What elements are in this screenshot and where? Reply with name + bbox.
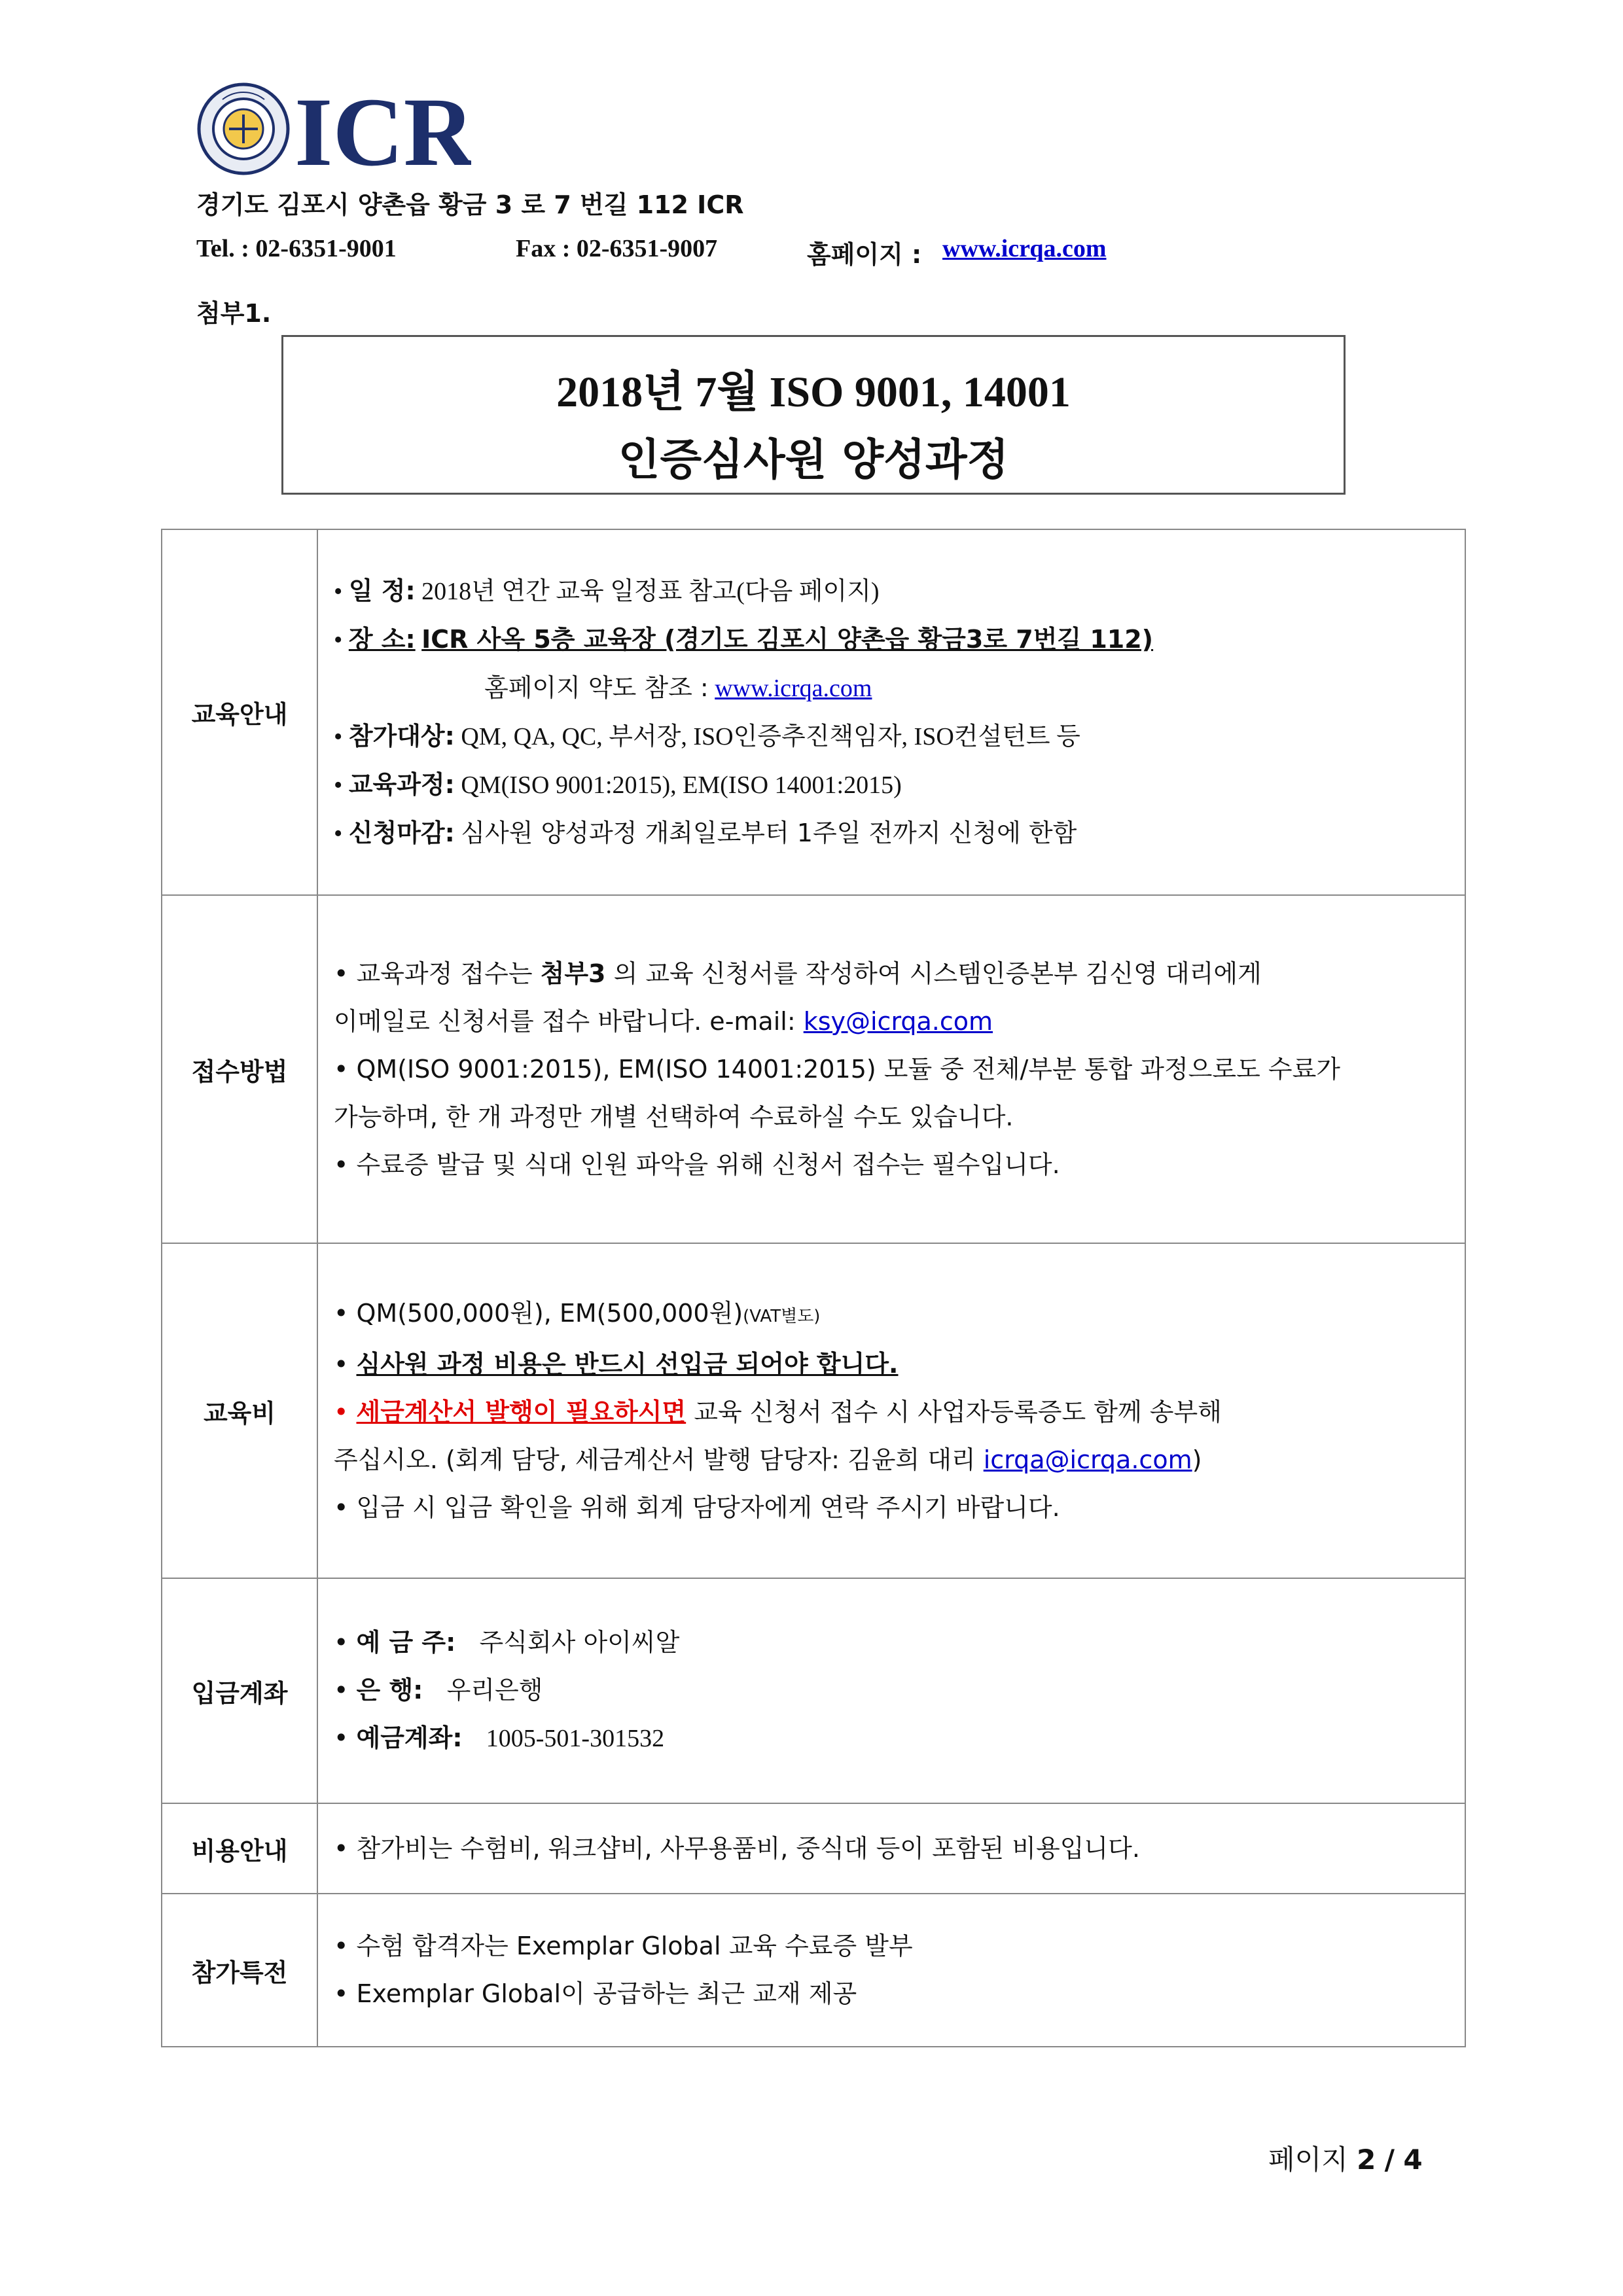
application-text: QM(ISO 9001:2015), EM(ISO 14001:2015) 모듈 중 전체/부분 통합 과정으로도 수료가 bbox=[356, 1054, 1341, 1084]
page-subtitle: 인증심사원 양성과정 bbox=[618, 434, 1009, 485]
table-row bbox=[162, 1803, 1465, 1894]
cost-text: 참가비는 수험비, 워크샵비, 사무용품비, 중식대 등이 포함된 비용입니다. bbox=[356, 1833, 1140, 1863]
map-reference: 홈페이지 약도 참조 : bbox=[484, 673, 709, 702]
invoice-text: 주십시오. (회계 담당, 세금계산서 발행 담당자: 김윤희 대리 bbox=[334, 1445, 984, 1474]
info-table bbox=[161, 529, 1466, 2047]
homepage-link[interactable]: www.icrqa.com bbox=[942, 235, 1107, 262]
course-value: QM(ISO 9001:2015), EM(ISO 14001:2015) bbox=[461, 771, 902, 799]
fax-number: Fax : 02-6351-9007 bbox=[516, 235, 718, 262]
benefit-item: Exemplar Global이 공급하는 최근 교재 제공 bbox=[356, 1979, 857, 2008]
page-label: 페이지 bbox=[1268, 2144, 1348, 2176]
page-number bbox=[1268, 2138, 1423, 2178]
cost-cell: • 참가비는 수험비, 워크샵비, 사무용품비, 중식대 등이 포함된 비용입니다. bbox=[317, 1803, 1465, 1894]
row-label-account: 입금계좌 bbox=[162, 1578, 317, 1803]
table-row bbox=[162, 895, 1465, 1243]
title-box bbox=[281, 335, 1346, 495]
prepay-notice: 심사원 과정 비용은 반드시 선입금 되어야 합니다. bbox=[356, 1350, 899, 1379]
row-label-fee: 교육비 bbox=[162, 1243, 317, 1578]
education-info-cell: • 일 정: 2018년 연간 교육 일정표 참고(다음 페이지) • 장 소: ICR 사옥 5층 교육장 (경기도 김포시 양촌읍 황금3로 7번길 112) 홈페이지 약도 참조 : www.icrqa.com • 참가대상: QM, QA, QC, 부서장, ISO인증추진책임자, ISO컨설턴트 등 • 교육과정: QM(ISO 9001:2015), EM(ISO 14001:2015) • 신청마감: 심사원 양성과정 개최일로부터 1주일 전까지 신청에 한함 bbox=[317, 529, 1465, 895]
attachment-label: 첨부1. bbox=[196, 299, 272, 328]
account-number-label: 예금계좌: bbox=[356, 1723, 463, 1752]
row-label-application: 접수방법 bbox=[162, 895, 317, 1243]
table-row bbox=[162, 529, 1465, 895]
course-label: 교육과정: bbox=[348, 769, 455, 799]
page-total: 4 bbox=[1403, 2144, 1423, 2176]
application-text: 수료증 발급 및 식대 인원 파악을 위해 신청서 접수는 필수입니다. bbox=[356, 1150, 1060, 1179]
invoice-alert: 세금계산서 발행이 필요하시면 bbox=[356, 1398, 687, 1426]
target-value: QM, QA, QC, 부서장, ISO인증추진책임자, ISO컨설턴트 등 bbox=[461, 722, 1080, 751]
schedule-label: 일 정: bbox=[348, 576, 416, 605]
account-cell: • 예 금 주: 주식회사 아이씨알 • 은 행: 우리은행 • 예금계좌: 1005-501-301532 bbox=[317, 1578, 1465, 1803]
application-email-link[interactable]: ksy@icrqa.com bbox=[803, 1006, 993, 1036]
vat-note: (VAT별도) bbox=[743, 1307, 821, 1326]
application-text: 이메일로 신청서를 접수 바랍니다. e-mail: bbox=[334, 1006, 804, 1036]
row-label-benefits: 참가특전 bbox=[162, 1894, 317, 2047]
deadline-value: 심사원 양성과정 개최일로부터 1주일 전까지 신청에 한함 bbox=[461, 818, 1077, 847]
benefits-cell: • 수험 합격자는 Exemplar Global 교육 수료증 발부 • Exemplar Global이 공급하는 최근 교재 제공 bbox=[317, 1894, 1465, 2047]
target-label: 참가대상: bbox=[348, 721, 455, 751]
application-text: 가능하며, 한 개 과정만 개별 선택하여 수료하실 수도 있습니다. bbox=[334, 1102, 1014, 1131]
invoice-text: 교육 신청서 접수 시 사업자등록증도 함께 송부해 bbox=[686, 1398, 1222, 1426]
benefit-item: 수험 합격자는 Exemplar Global 교육 수료증 발부 bbox=[356, 1932, 913, 1960]
bank-value: 우리은행 bbox=[446, 1676, 543, 1704]
row-label-education-info: 교육안내 bbox=[162, 529, 317, 895]
company-address: 경기도 김포시 양촌읍 황금 3 로 7 번길 112 ICR bbox=[196, 190, 744, 219]
table-row bbox=[162, 1578, 1465, 1803]
application-cell: • 교육과정 접수는 첨부3 의 교육 신청서를 작성하여 시스템인증본부 김신영 대리에게 이메일로 신청서를 접수 바랍니다. e-mail: ksy@icrqa.com • QM(ISO 9001:2015), EM(ISO 14001:2015) 모듈 중 전체/부분 통합 과정으로도 수료가 가능하며, 한 개 과정만 개별 선택하여 수료하실 수도 있습니다. • 수료증 발급 및 식대 인원 파악을 위해 신청서 접수는 필수입니다. bbox=[317, 895, 1465, 1243]
icr-logo bbox=[196, 80, 471, 178]
schedule-value: 2018년 연간 교육 일정표 참고(다음 페이지) bbox=[421, 577, 880, 605]
row-label-cost: 비용안내 bbox=[162, 1803, 317, 1894]
place-label: 장 소: bbox=[348, 624, 416, 654]
fee-cell: • QM(500,000원), EM(500,000원)(VAT별도) • 심사원 과정 비용은 반드시 선입금 되어야 합니다. • 세금계산서 발행이 필요하시면 교육 신청서 접수 시 사업자등록증도 함께 송부해 주십시오. (회계 담당, 세금계산서 발행 담당자: 김윤희 대리 icrqa@icrqa.com) • 입금 시 입금 확인을 위해 회계 담당자에게 연락 주시기 바랍니다. bbox=[317, 1243, 1465, 1578]
page-title: 2018년 7월 ISO 9001, 14001 bbox=[556, 368, 1071, 416]
tel-number: Tel. : 02-6351-9001 bbox=[196, 235, 397, 262]
deposit-note: 입금 시 입금 확인을 위해 회계 담당자에게 연락 주시기 바랍니다. bbox=[356, 1493, 1060, 1522]
accounting-email-link[interactable]: icrqa@icrqa.com bbox=[983, 1445, 1192, 1474]
holder-label: 예 금 주: bbox=[356, 1628, 456, 1657]
fee-price: QM(500,000원), EM(500,000원) bbox=[356, 1299, 743, 1328]
attachment-ref: 첨부3 bbox=[540, 959, 606, 988]
application-text: 교육과정 접수는 bbox=[356, 959, 541, 988]
page-separator: / bbox=[1384, 2144, 1395, 2176]
homepage-label: 홈페이지 : bbox=[807, 240, 922, 269]
page-current: 2 bbox=[1357, 2144, 1376, 2176]
table-row bbox=[162, 1894, 1465, 2047]
table-row bbox=[162, 1243, 1465, 1578]
place-value: ICR 사옥 5층 교육장 (경기도 김포시 양촌읍 황금3로 7번길 112) bbox=[421, 624, 1154, 654]
account-number-value: 1005-501-301532 bbox=[486, 1725, 665, 1752]
deadline-label: 신청마감: bbox=[348, 818, 455, 847]
invoice-text: ) bbox=[1192, 1445, 1202, 1474]
holder-value: 주식회사 아이씨알 bbox=[479, 1628, 680, 1657]
map-link[interactable]: www.icrqa.com bbox=[715, 674, 872, 702]
bank-label: 은 행: bbox=[356, 1676, 423, 1704]
application-text: 의 교육 신청서를 작성하여 시스템인증본부 김신영 대리에게 bbox=[605, 959, 1262, 988]
logo-text: ICR bbox=[294, 80, 471, 178]
icr-emblem-icon bbox=[196, 80, 471, 178]
